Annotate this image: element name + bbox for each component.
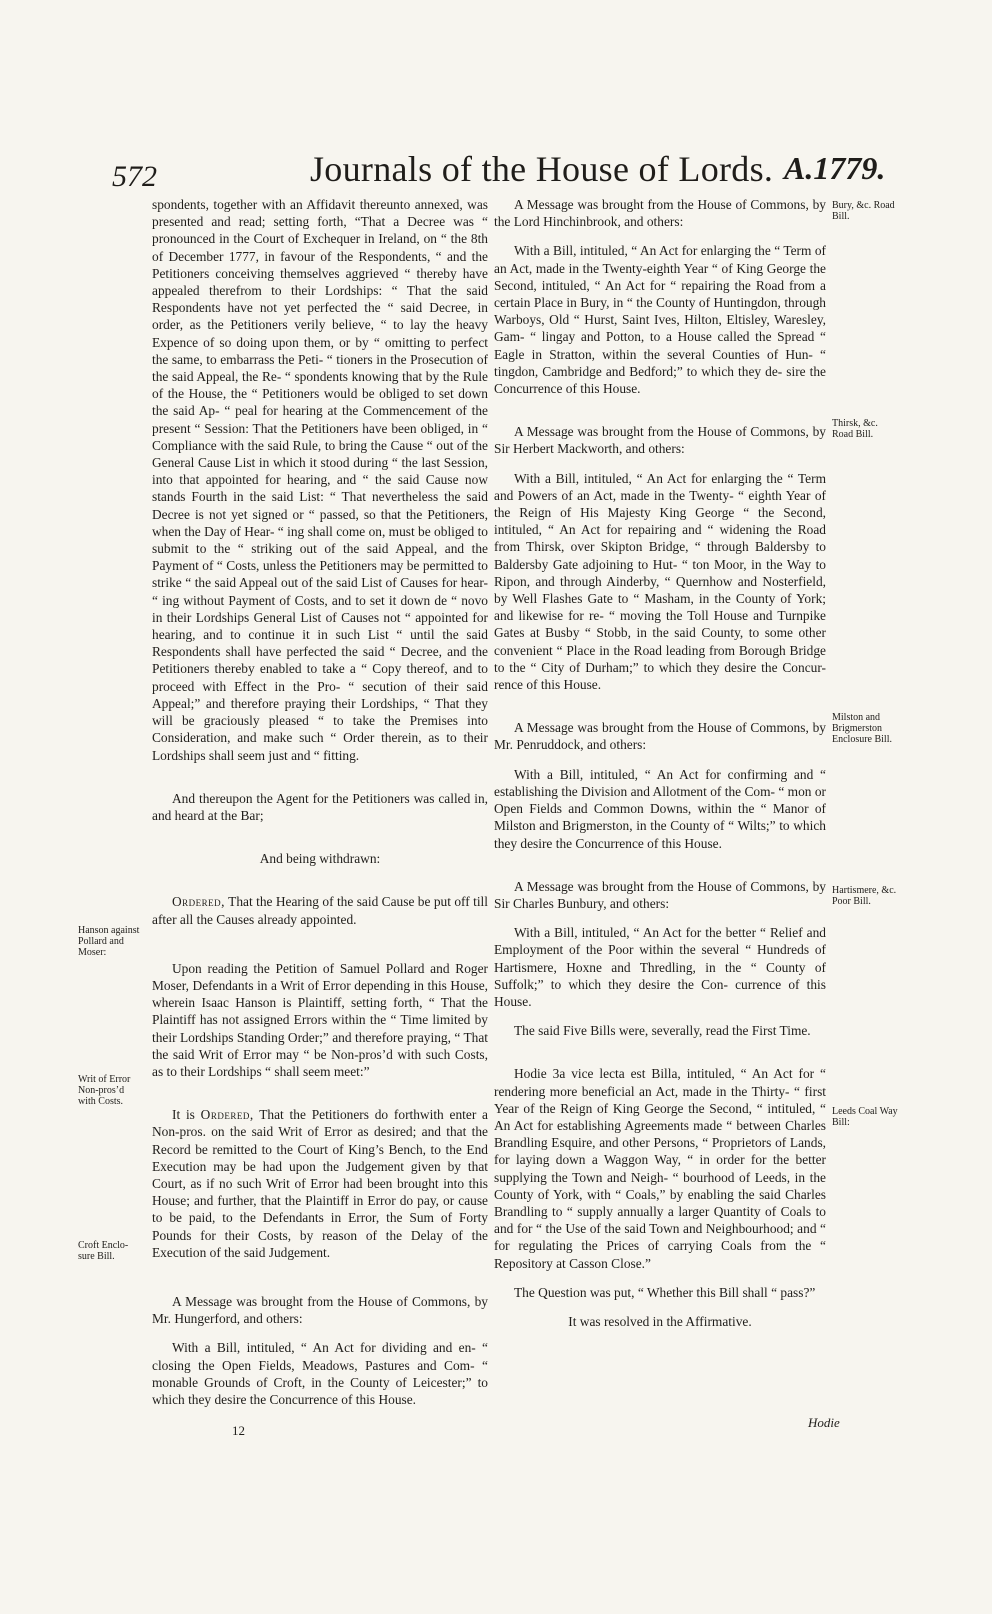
message-penruddock: A Message was brought from the House of Commons, by Mr. Penruddock, and others: (494, 720, 826, 753)
year: A.1779. (784, 150, 886, 186)
catchword: Hodie (808, 1415, 840, 1430)
order-prefix: It is (172, 1107, 201, 1123)
third-reading-leeds: Hodie 3a vice lecta est Billa, intituled, “ An Act for “ rendering more beneficial an Act, made in the Thirty- “ first Year of the Reign of King George the Second, “ intituled, “ An Act for establishing Agreements made “ between Charles Brandling Esquire, and other Persons, “ Proprietors of Lands, for laying down a Waggon Way, “ in order for the better supplying the Town and Neigh- “ bourhood of Leeds, in the County of York, with “ Coals,” by enabling the said Charles Brandling to “ supply annually a larger Quantity of Coals to and for “ the Use of the said Town and Neighbourhood; and “ for regulating the Prices of carrying Coals from the “ Repository at Casson Close.” (494, 1066, 826, 1271)
resolved-affirmative: It was resolved in the Affirmative. (568, 1313, 752, 1329)
page-number: 572 (112, 160, 157, 193)
message-hungerford: A Message was brought from the House of Commons, by Mr. Hungerford, and others: (152, 1293, 488, 1327)
margin-note-hanson: Hanson against Pollard and Moser: (78, 925, 140, 958)
message-hinchinbrook: A Message was brought from the House of Commons, by the Lord Hinchinbrook, and others: (494, 197, 826, 230)
agent-heard: And thereupon the Agent for the Petitioners was called in, and heard at the Bar; (152, 790, 488, 823)
question-put: The Question was put, “ Whether this Bill shall “ pass?” (514, 1284, 816, 1300)
bill-bury-road: With a Bill, intituled, “ An Act for enlarging the “ Term of an Act, made in the Twenty-eighth Year “ of King George the Second, intituled, “ An Act for “ repairing the Road from a certain Place in Bury, in “ the County of Huntingdon, through Warboys, Old “ Hurst, Saint Ives, Hilton, Eltisley, Waresley, Gam- “ lingay and Potton, to a House called the Spread “ Eagle in Stratton, within the several Counties of Hun- “ tingdon, Cambridge and Bedford;” to which they de- sire the Concurrence of this House. (494, 243, 826, 397)
right-column (494, 196, 826, 1342)
order-non-pros (152, 1106, 488, 1261)
message-mackworth: A Message was brought from the House of Commons, by Sir Herbert Mackworth, and others: (494, 424, 826, 457)
bill-milston-enclosure: With a Bill, intituled, “ An Act for confirming and “ establishing the Division and Allotment of the Com- “ mon or Open Fields and Common Downs, within the “ Manor of Milston and Brigmerston, in the County of “ Wilts;” to which they desire the Concurrence of this House. (494, 766, 826, 851)
left-column (152, 196, 488, 1420)
order-text: That the Petitioners do forthwith enter a Non-pros. on the said Writ of Error as desired; and that the Record be remitted to the Court of King’s Bench, to the End Execution may be had upon the Judgement given by that Court, as if no such Writ of Error had been brought into this House; and further, that the Plaintiff in Error do pay, or cause to be paid, to the Defendants in Error, the Sum of Forty Pounds for their Costs, by reason of the Delay of the Execution of the said Judgement. (152, 1107, 489, 1260)
margin-note-croft: Croft Enclo- sure Bill. (78, 1240, 129, 1262)
bill-croft: With a Bill, intituled, “ An Act for dividing and en- “ closing the Open Fields, Meadows, Pastures and Com- “ monable Grounds of Croft, in the County of Leicester;” to which they desire the Concurrence of this House. (152, 1340, 488, 1407)
margin-note-writ: Writ of Error Non-pros’d with Costs. (78, 1074, 131, 1107)
margin-note-milston: Milston and Brigmerston Enclosure Bill. (832, 712, 892, 745)
margin-note-thirsk: Thirsk, &c. Road Bill. (832, 418, 878, 440)
order-hearing-put-off (152, 893, 488, 927)
signature-mark: 12 (232, 1423, 245, 1438)
margin-note-leeds: Leeds Coal Way Bill: (832, 1106, 898, 1128)
order-text: That the Hearing of the said Cause be put off till after all the Causes already appointed. (152, 894, 488, 927)
running-title: Journals of the House of Lords. (310, 149, 774, 189)
withdrawn: And being withdrawn: (259, 851, 381, 867)
petition-pollard-moser: Upon reading the Petition of Samuel Pollard and Roger Moser, Defendants in a Writ of Error depending in this House, wherein Isaac Hanson is Plaintiff, setting forth, “ That the Plaintiff has not assigned Errors within the “ Time limited by their Lordships Standing Order;” and therefore praying, “ That the said Writ of Error may “ be Non-pros’d with such Costs, as to their Lordships “ shall seem meet:” (152, 960, 488, 1079)
margin-note-hartismere: Hartismere, &c. Poor Bill. (832, 885, 897, 907)
bill-hartismere-poor: With a Bill, intituled, “ An Act for the better “ Relief and Employment of the Poor within the several “ Hundreds of Hartismere, Hoxne and Thredling, in the “ County of Suffolk;” to which they desire the Con- currence of this House. (494, 925, 826, 1009)
first-reading: The said Five Bills were, severally, read the First Time. (514, 1023, 811, 1039)
message-bunbury: A Message was brought from the House of Commons, by Sir Charles Bunbury, and others: (494, 878, 826, 911)
margin-note-bury: Bury, &c. Road Bill. (832, 200, 895, 222)
petition-text: spondents, together with an Affidavit thereunto annexed, was presented and read; setting forth, “That a Decree was “ pronounced in the Court of Exchequer in Ireland, on “ the 8th of December 1777, in favour of the Respondents, “ and the Petitioners conceiving themselves aggrieved “ thereby have appealed therefrom to their Lordships: “ That the said Respondents have not yet perfected the “ said Decree, in order, as the Petitioners verily believe, “ to lay the heavy Expence of so doing upon them, or by “ omitting to perfect the same, to embarrass the Peti- “ tioners in the Prosecution of the said Appeal, the Re- “ spondents knowing that by the Rule of the House, the “ Petitioners would be obliged to set down the said Ap- “ peal for hearing at the Commencement of the present “ Session: That the Petitioners have been obliged, in “ Compliance with the said Rule, to bring the Cause “ out of the General Cause List in which it stood during “ the last Session, into that appointed for hearing, and “ the said Cause now stands Fourth in the said List: “ That nevertheless the said Decree is not yet signed or “ passed, so that the Petitioners, when the Day of Hear- “ ing shall come on, must be obliged to submit to the “ striking out of the said Appeal, and the Payment of “ Costs, unless the Petitioners may be permitted to strike “ the said Appeal out of the said List of Causes for hear- “ ing without Payment of Costs, and to set it down de “ novo in their Lordships General List of Causes not “ appointed for hearing, and to continue it in such List “ until the said Respondents shall have perfected the said “ Decree, and the Petitioners thereby enabled to take a “ Copy thereof, and to proceed with Effect in the Pro- “ secution of their said Appeal;” and therefore praying their Lordships, “ That they will be graciously pleased “ to take the Premises into Consideration, and make such “ Order therein, as to their Lordships shall seem just and “ fitting. (152, 197, 488, 763)
ordered-label: Ordered, (200, 1107, 254, 1123)
ordered-label: Ordered, (172, 894, 226, 910)
bill-thirsk-road: With a Bill, intituled, “ An Act for enlarging the “ Term and Powers of an Act, made in the Twenty- “ eighth Year of the Reign of His Majesty King George “ the Second, intituled, “ An Act for repairing and “ widening the Road from Thirsk, over Skipton Bridge, “ through Baldersby to Baldersby Gate adjoining to Hut- “ ton Moor, in the Way to Ripon, and through Ainderby, “ Quernhow and Nosterfield, by Well Flashes Gate to “ Masham, in the County of York; and likewise for re- “ moving the Toll House and Turnpike Gates at Busby “ Stobb, in the said County, to some other convenient “ Place in the Road leading from Borough Bridge to the “ City of Durham;” to which they desire the Concur- rence of this House. (494, 470, 826, 693)
